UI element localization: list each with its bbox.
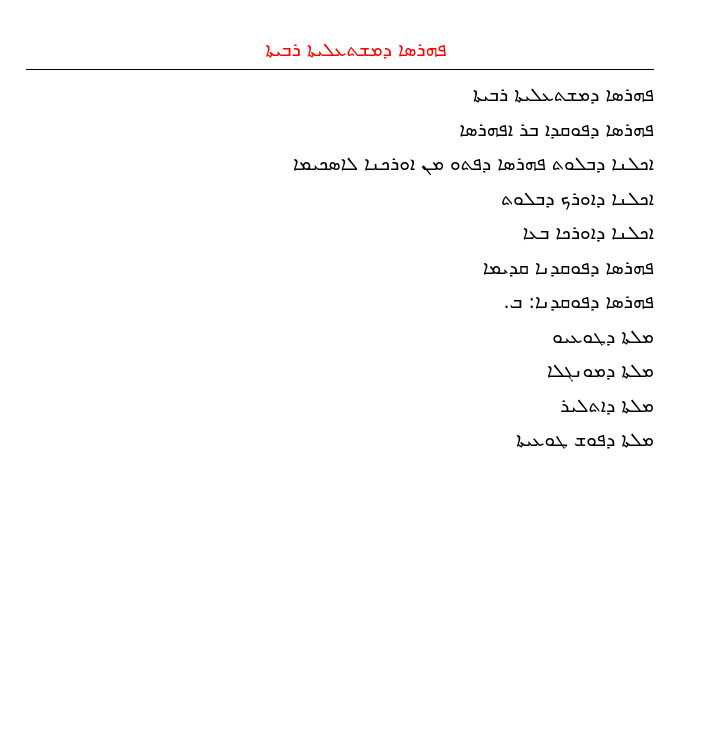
page-title: ܦܗܪܣܐ ܕܡܫܬܥܠܝܬܐ ܪܒܝܬܐ: [265, 39, 447, 61]
title-divider: [26, 69, 654, 70]
text-line-9: ܡܠܬܐ ܕܡܘܢܓܠܐ: [547, 360, 654, 382]
text-line-1: ܦܗܪܣܐ ܕܡܫܬܥܠܝܬܐ ܪܒܝܬܐ: [472, 84, 654, 106]
text-line-4: ܐܟܠܢܐ ܕܐܘܪܟ ܕܒܠܘܬ: [501, 187, 654, 210]
text-line-6: ܦܗܪܣܐ ܕܦܘܩܕܢܐ ܩܕܝܡܐ: [482, 256, 654, 279]
text-line-7: ܦܗܪܣܐ ܕܦܘܩܕܢܐ: ܒ.: [503, 291, 654, 313]
text-lines: [54, 78, 654, 458]
text-line-8: ܡܠܬܐ ܕܛܘܥܝܘ: [552, 325, 654, 348]
text-line-5: ܐܟܠܢܐ ܕܐܘܪܟܐ ܒܥܐ: [522, 222, 654, 244]
text-line-11: ܡܠܬܐ ܕܦܘܫ ܛܘܥܝܬܐ: [516, 429, 654, 451]
text-line-2: ܦܗܪܣܐ ܕܦܘܩܕܐ ܒܪ ܐܦܗܪܣܐ: [459, 118, 654, 141]
text-line-10: ܡܠܬܐ ܕܐܬܠܝܪ: [560, 394, 654, 417]
text-line-3: ܐܟܠܢܐ ܕܒܠܘܬ ܦܗܪܣܐ ܕܦܬܘ ܡܢ ܐܘܪܟܢܐ ܠܐܣܟܝܡܐ: [293, 153, 654, 175]
